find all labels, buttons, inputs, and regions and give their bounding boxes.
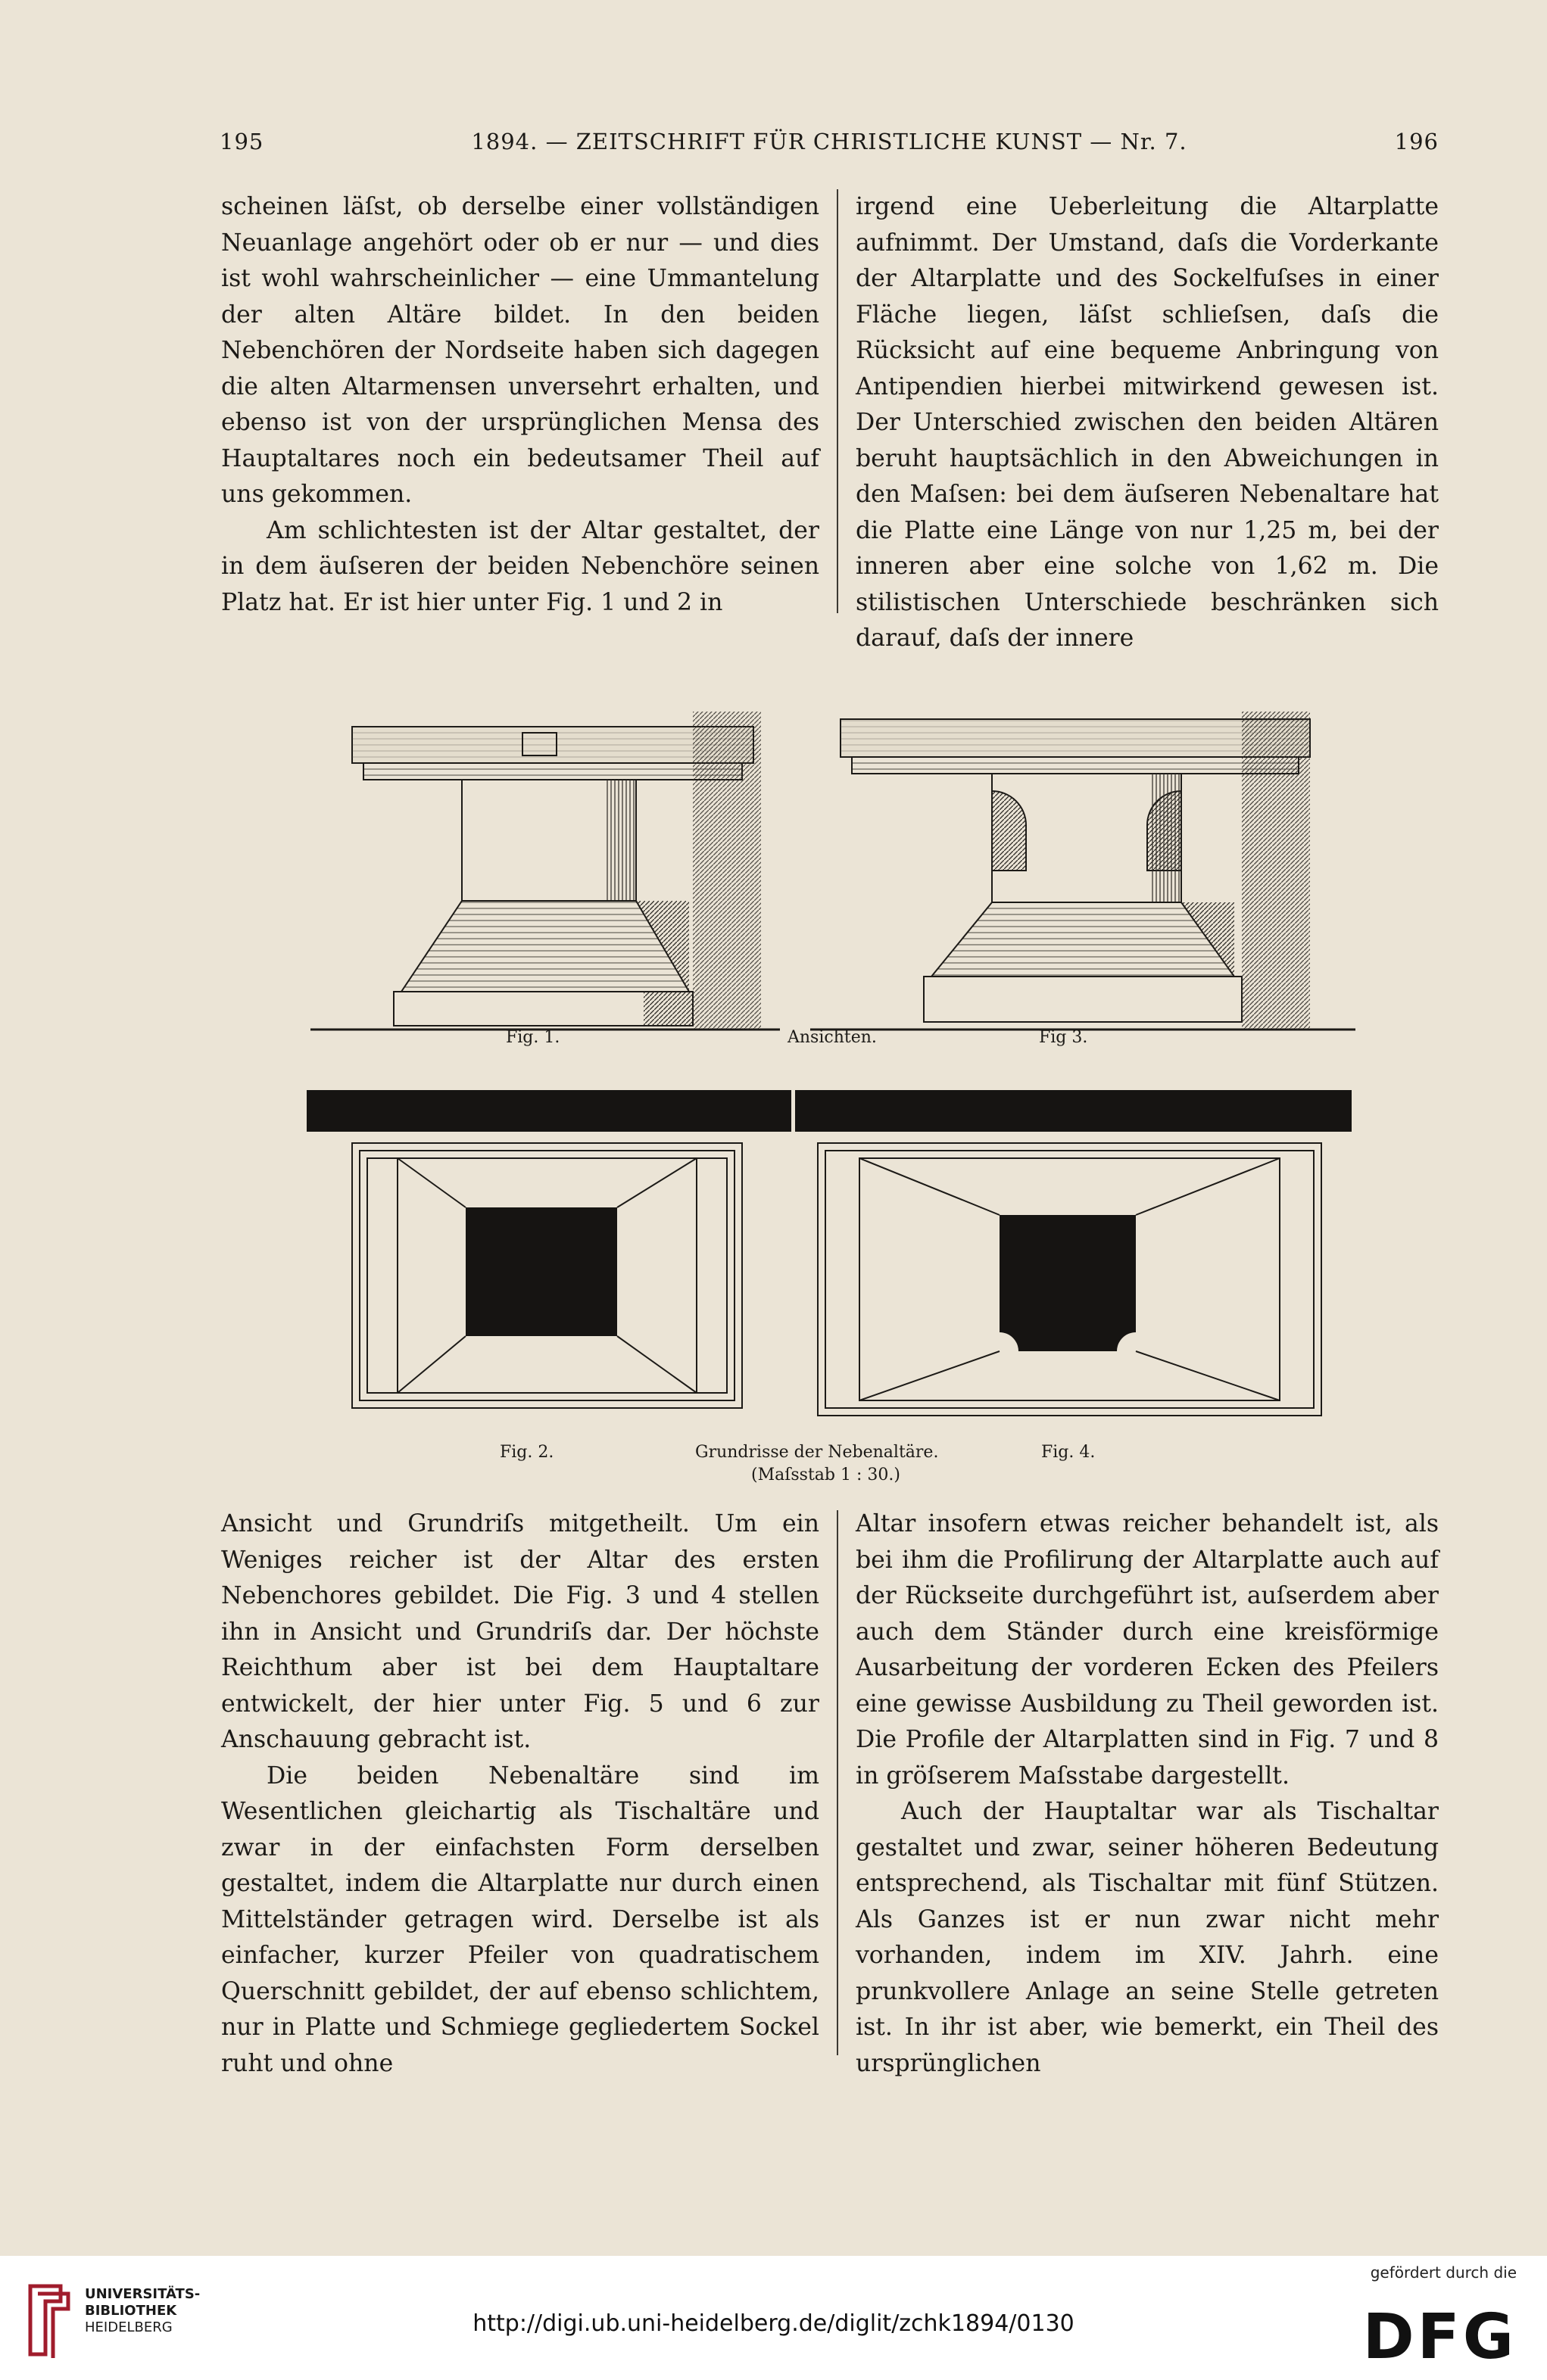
fig3-elevation — [810, 712, 1355, 1030]
page-number-left: 195 — [220, 129, 264, 154]
page-number-right: 196 — [1394, 129, 1439, 154]
digital-library-link[interactable]: http://digi.ub.uni-heidelberg.de/diglit/zchk1894/0130 — [473, 2310, 1074, 2337]
fig4-plan — [795, 1090, 1352, 1416]
fig2-plan — [307, 1090, 791, 1408]
column-left-top — [221, 189, 819, 621]
paragraph: Auch der Hauptaltar war als Tischaltar gestaltet und zwar, seiner höheren Bedeutung entsprechend, als Tischaltar mit fünf Stützen. Als Ganzes ist er nun zwar nicht mehr vorhanden, indem im XIV. Jahrh. eine prunkvollere Anlage an seine Stelle getreten ist. In ihr ist aber, wie bemerkt, ein Theil des ursprünglichen — [856, 1798, 1439, 2077]
column-divider — [837, 1510, 838, 2055]
running-title: 1894. — ZEITSCHRIFT FÜR CHRISTLICHE KUNST — Nr. 7. — [471, 129, 1187, 154]
caption-views: Ansichten. — [788, 1028, 877, 1047]
paragraph: Altar insofern etwas reicher behandelt ist, als bei ihm die Profilirung der Altarplatte auch auf der Rückseite durchgeführt ist, auſserdem aber auch dem Ständer durch eine kreisförmige Ausarbeitung der vorderen Ecken des Pfeilers eine gewisse Ausbildung zu Theil geworden ist. Die Profile der Altarplatten sind in Fig. 7 und 8 in gröſserem Maſsstabe dargestellt. — [856, 1510, 1439, 1790]
caption-fig3: Fig 3. — [1039, 1028, 1088, 1047]
library-line-3: HEIDELBERG — [85, 2319, 173, 2335]
column-right-bottom — [856, 1506, 1439, 2082]
altar-figures — [295, 651, 1371, 1499]
funding-note: gefördert durch die — [1370, 2263, 1517, 2282]
caption-fig1: Fig. 1. — [506, 1028, 560, 1047]
footer-url-container — [0, 2310, 1547, 2337]
paragraph: Am schlichtesten ist der Altar gestaltet, der in dem äuſseren der beiden Nebenchöre seinen Platz hat. Er ist hier unter Fig. 1 und 2 in — [221, 516, 819, 616]
caption-plans: Grundrisse der Nebenaltäre. — [695, 1443, 939, 1462]
column-divider — [837, 189, 838, 613]
running-header — [220, 129, 1439, 167]
paragraph: scheinen läſst, ob derselbe einer vollständigen Neuanlage angehört oder ob er nur — und dies ist wohl wahrscheinlicher — eine Ummantelung der alten Altäre bildet. In den beiden Nebenchören der Nordseite haben sich dagegen die alten Altarmensen unversehrt erhalten, und ebenso ist von der ursprünglichen Mensa des Hauptaltares noch ein bedeutsamer Theil auf uns gekommen. — [221, 193, 819, 508]
dfg-logo: DFG — [1362, 2301, 1517, 2373]
caption-scale: (Maſsstab 1 : 30.) — [751, 1466, 900, 1484]
column-left-bottom — [221, 1506, 819, 2082]
library-line-1: UNIVERSITÄTS- — [85, 2286, 201, 2302]
caption-fig4: Fig. 4. — [1041, 1443, 1096, 1462]
paragraph: Die beiden Nebenaltäre sind im Wesentlichen gleichartig als Tischaltäre und zwar in der einfachsten Form derselben gestaltet, indem die Altarplatte nur durch einen Mittelständer getragen wird. Derselbe ist als einfacher, kurzer Pfeiler von quadratischem Querschnitt gebildet, der auf ebenso schlichtem, nur in Platte und Schmiege gegliedertem Sockel ruht und ohne — [221, 1762, 819, 2077]
library-line-2: BIBLIOTHEK — [85, 2303, 177, 2319]
caption-fig2: Fig. 2. — [500, 1443, 554, 1462]
fig1-elevation — [310, 712, 780, 1030]
column-right-top — [856, 189, 1439, 657]
paragraph: Ansicht und Grundriſs mitgetheilt. Um ein Weniges reicher ist der Altar des ersten Nebenchores gebildet. Die Fig. 3 und 4 stellen ihn in Ansicht und Grundriſs dar. Der höchste Reichthum aber ist bei dem Hauptaltare entwickelt, der hier unter Fig. 5 und 6 zur Anschauung gebracht ist. — [221, 1510, 819, 1753]
paragraph: irgend eine Ueberleitung die Altarplatte aufnimmt. Der Umstand, daſs die Vorderkante der Altarplatte und des Sockelfuſses in einer Fläche liegen, läſst schlieſsen, daſs die Rücksicht auf eine bequeme Anbringung von Antipendien hierbei mitwirkend gewesen ist. Der Unterschied zwischen den beiden Altären beruht hauptsächlich in den Abweichungen in den Maſsen: bei dem äuſseren Nebenaltare hat die Platte eine Länge von nur 1,25 m, bei der inneren aber eine solche von 1,62 m. Die stilistischen Unterschiede beschränken sich darauf, daſs der innere — [856, 193, 1439, 652]
